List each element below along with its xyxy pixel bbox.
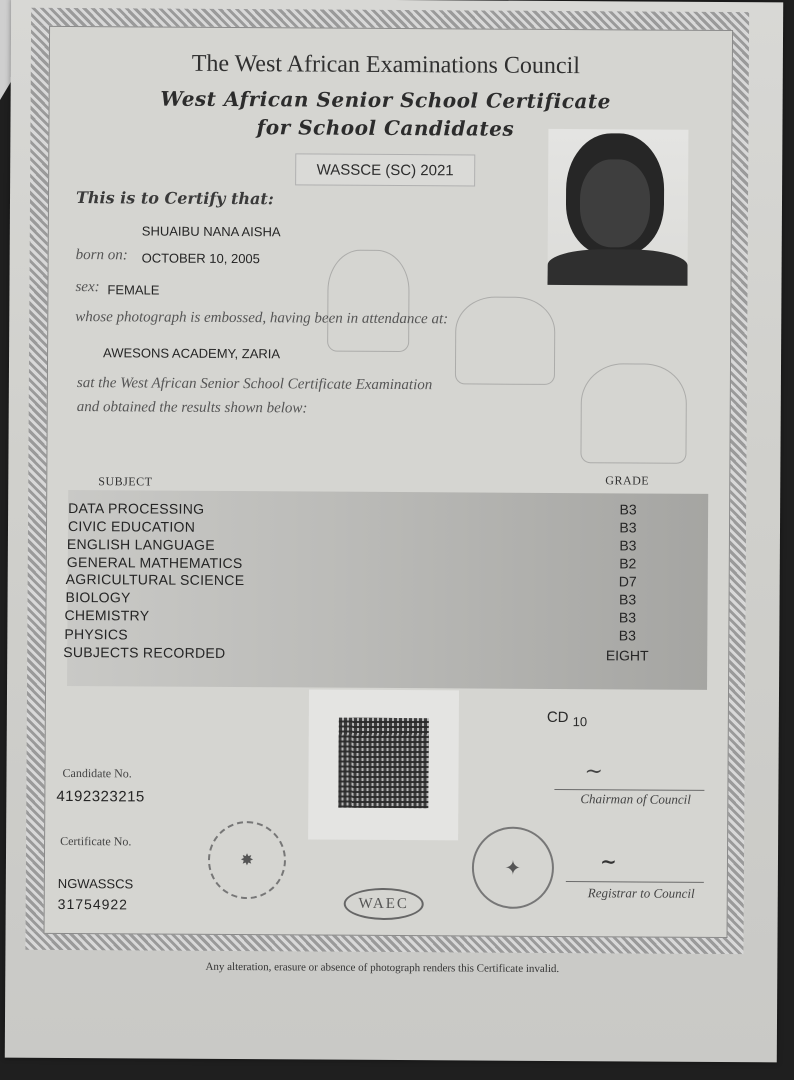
grade-cell: B3 xyxy=(618,627,636,644)
candidate-photo xyxy=(547,129,688,286)
subject-row: GENERAL MATHEMATICS xyxy=(66,554,243,572)
certificate-title-line1: West African Senior School Certificate xyxy=(160,86,611,114)
cd-indicator xyxy=(546,708,588,730)
school-name: AWESONS ACADEMY, ZARIA xyxy=(103,345,281,362)
certificate-no-line1: NGWASSCS xyxy=(57,875,134,892)
candidate-no-value: 4192323215 xyxy=(56,787,145,806)
subject-header: SUBJECT xyxy=(98,474,153,489)
grade-cell: B3 xyxy=(619,519,637,536)
born-label: born on: xyxy=(75,247,128,264)
nigeria-coat-of-arms-emblem xyxy=(455,296,556,385)
faint-crest-emblem xyxy=(327,250,410,352)
subject-row: CIVIC EDUCATION xyxy=(67,518,196,535)
registrar-signature: ~ xyxy=(599,849,617,874)
subject-row: DATA PROCESSING xyxy=(68,500,205,517)
starburst-seal-icon: ✸ xyxy=(208,821,286,899)
grade-cell: D7 xyxy=(618,573,637,590)
photo-face xyxy=(580,159,651,247)
sex-value: FEMALE xyxy=(107,282,160,298)
sierra-leone-coat-of-arms-emblem xyxy=(580,363,687,464)
subject-row: AGRICULTURAL SCIENCE xyxy=(65,570,245,589)
candidate-name: SHUAIBU NANA AISHA xyxy=(141,223,281,240)
grade-cell: B3 xyxy=(619,501,637,518)
footer-notice: Any alteration, erasure or absence of photograph renders this Certificate invalid. xyxy=(205,960,560,976)
cd-value: 10 xyxy=(572,714,588,730)
council-title: The West African Examinations Council xyxy=(191,50,581,80)
waec-logo-text: WAEC xyxy=(358,895,410,912)
certify-intro: This is to Certify that: xyxy=(75,188,274,209)
exam-label: WASSCE (SC) 2021 xyxy=(316,161,454,179)
certificate-no-line2: 31754922 xyxy=(57,895,129,913)
registrar-label: Registrar to Council xyxy=(587,885,695,901)
certificate-title-line2: for School Candidates xyxy=(256,115,515,141)
waec-logo xyxy=(344,888,424,920)
subject-row: ENGLISH LANGUAGE xyxy=(66,536,215,553)
grade-cell: B3 xyxy=(619,537,637,554)
certificate-paper xyxy=(5,0,783,1062)
grade-cell: B3 xyxy=(618,591,637,608)
cd-label: CD xyxy=(546,708,569,727)
sex-label: sex: xyxy=(75,279,100,296)
attendance-text: whose photograph is embossed, having been in attendance at: xyxy=(75,309,449,328)
grade-header: GRADE xyxy=(605,473,650,488)
photo-shoulders xyxy=(547,249,687,286)
qr-code-panel xyxy=(308,689,459,840)
qr-code xyxy=(338,718,429,809)
subject-row: BIOLOGY xyxy=(65,588,131,606)
born-value: OCTOBER 10, 2005 xyxy=(141,250,260,267)
subject-row: SUBJECTS RECORDED xyxy=(63,643,226,661)
candidate-no-label: Candidate No. xyxy=(62,765,132,781)
grade-cell: EIGHT xyxy=(605,647,649,664)
chairman-signature: ~ xyxy=(584,759,604,785)
exam-label-box xyxy=(295,153,475,186)
subject-row: PHYSICS xyxy=(64,625,128,643)
grade-cell: B2 xyxy=(619,555,637,572)
subject-row: CHEMISTRY xyxy=(64,606,150,624)
waec-round-seal-icon: ✦ xyxy=(472,826,554,908)
grade-cell: B3 xyxy=(618,609,637,626)
sat-text: sat the West African Senior School Certificate Examination xyxy=(76,375,433,394)
results-text: and obtained the results shown below: xyxy=(76,399,308,417)
certificate-no-label: Certificate No. xyxy=(60,833,132,849)
chairman-label: Chairman of Council xyxy=(580,791,691,807)
